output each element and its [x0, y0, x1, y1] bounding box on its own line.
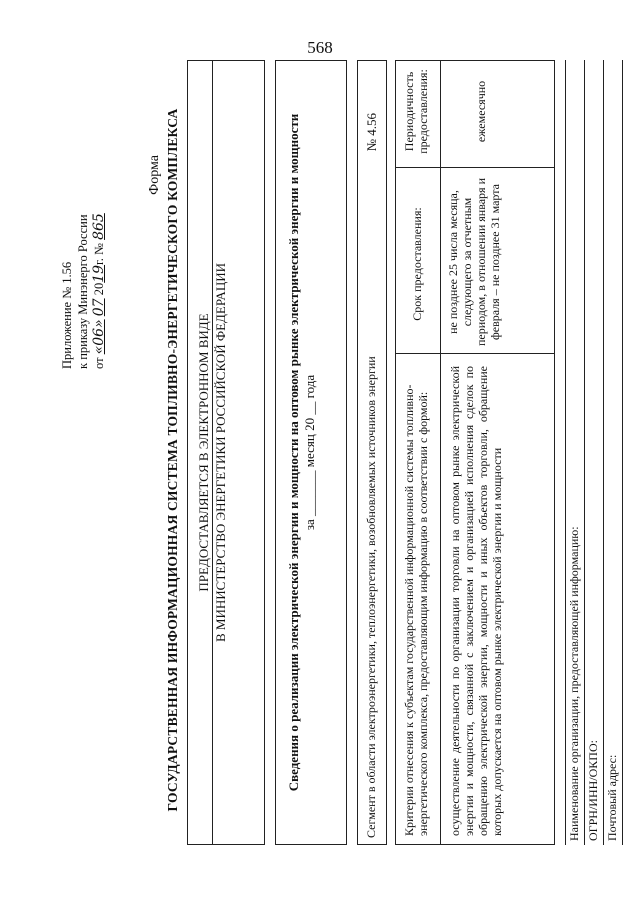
- deadline-text: не позднее 25 числа месяца, следующего за отчетным периодом, в отношении января и февраля – не позднее 31 марта: [446, 177, 502, 347]
- criteria-table: [395, 60, 555, 845]
- report-period: за _______ месяц 20 __ года: [302, 374, 317, 531]
- form-label: Форма: [147, 155, 162, 195]
- handwritten-month: 07: [91, 298, 107, 317]
- report-heading: Сведения о реализации электрической энергии и мощности на оптовом рынке электрической энергии и мощности: [286, 113, 301, 792]
- appendix-line-3: от «06» 07 2019г. № 865: [91, 213, 107, 369]
- form-number: № 4.56: [364, 113, 379, 152]
- criteria-text: осуществление деятельности по организации торговли на оптовом рынке электрической энергии и мощности, связанной с заключением и организацией исполнения сделок по обращению электрической энергии, мощности и иных объектов торговли, обращение которых допускается на оптовом рынке электрической энергии и мощности: [448, 366, 504, 836]
- column-divider: [396, 167, 554, 168]
- organization-info: [565, 60, 623, 845]
- segment-text: Сегмент в области электроэнергетики, теплоэнергетики, возобновляемых источников энергии: [364, 356, 378, 838]
- rotated-document: [45, 45, 619, 875]
- page-number: 568: [307, 38, 333, 57]
- provide-line-1: ПРЕДОСТАВЛЯЕТСЯ В ЭЛЕКТРОННОМ ВИДЕ: [196, 60, 213, 845]
- handwritten-number: 865: [91, 213, 107, 240]
- provide-line-2: В МИНИСТЕРСТВО ЭНЕРГЕТИКИ РОССИЙСКОЙ ФЕДЕРАЦИИ: [213, 263, 228, 642]
- criteria-header: Критерии отнесения к субъектам государственной информационной системы топливно-энергетического комплекса, предоставляющим информацию в соответствии с формой:: [402, 384, 430, 836]
- appendix-block: [59, 69, 107, 369]
- handwritten-year: 19: [91, 264, 107, 283]
- org-address-line: Почтовый адрес:: [604, 60, 623, 845]
- deadline-header: Срок предоставления:: [410, 207, 424, 321]
- report-heading-box: [275, 60, 347, 845]
- appendix-line-1: Приложение № 1.56: [60, 261, 74, 369]
- row-divider: [440, 61, 441, 844]
- appendix-line-2: к приказу Минэнерго России: [76, 214, 90, 369]
- provide-box: [187, 60, 265, 845]
- column-divider: [396, 353, 554, 354]
- periodicity-text: ежемесячно: [474, 80, 488, 143]
- handwritten-day: «06»: [91, 319, 107, 355]
- periodicity-header: Периодичность предоставления:: [402, 69, 430, 154]
- document-title: ГОСУДАРСТВЕННАЯ ИНФОРМАЦИОННАЯ СИСТЕМА ТОПЛИВНО-ЭНЕРГЕТИЧЕСКОГО КОМПЛЕКСА: [165, 108, 180, 812]
- segment-box: [357, 60, 387, 845]
- org-name-line: Наименование организации, предоставляющей информацию:: [565, 60, 585, 845]
- org-ogrn-line: ОГРН/ИНН/ОКПО:: [585, 60, 604, 845]
